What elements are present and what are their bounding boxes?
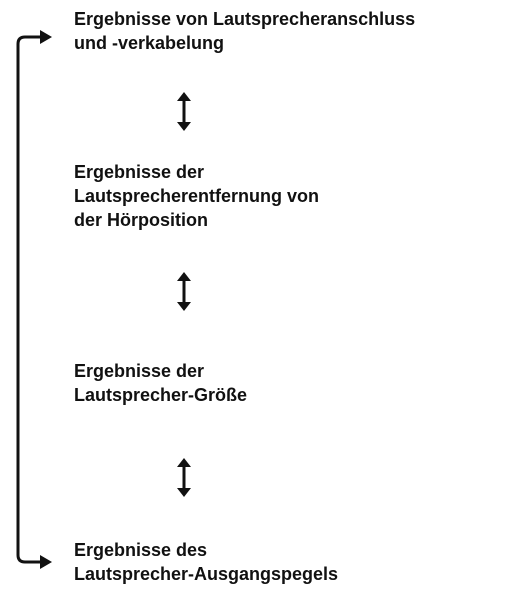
block-line: Ergebnisse des [74, 540, 208, 560]
block-line: der Hörposition [74, 210, 208, 230]
block-line: Lautsprecher-Ausgangspegels [74, 564, 339, 584]
block-line: und -verkabelung [74, 33, 225, 53]
double-arrow-3-icon [177, 458, 191, 497]
speaker-level-result [74, 538, 504, 586]
block-line: Ergebnisse von Lautsprecheranschluss [74, 9, 416, 29]
block-line: Ergebnisse der [74, 162, 205, 182]
block-line: Lautsprecherentfernung von [74, 186, 320, 206]
double-arrow-1-icon [177, 92, 191, 131]
left-bracket-connector [18, 37, 40, 562]
block-line: Ergebnisse der [74, 361, 205, 381]
speaker-distance-result [74, 160, 504, 232]
bracket-line [18, 37, 40, 562]
speaker-connection-result [74, 7, 504, 55]
bracket-top-arrowhead-icon [40, 30, 52, 44]
block-line: Lautsprecher-Größe [74, 385, 248, 405]
bracket-bottom-arrowhead-icon [40, 555, 52, 569]
double-arrow-2-icon [177, 272, 191, 311]
speaker-size-result [74, 359, 504, 407]
